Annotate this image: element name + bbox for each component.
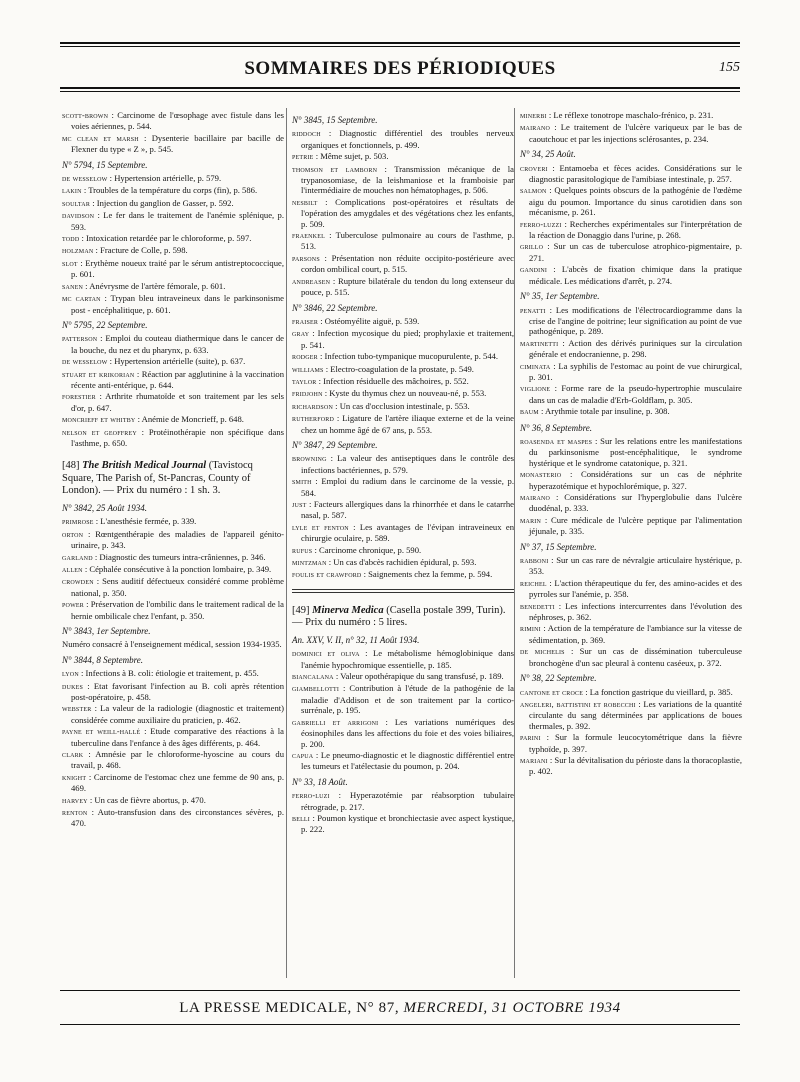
article-title: : Infection tubo-tympanique mucopurulente, p. 544. <box>317 351 499 362</box>
header-rule-top-thin <box>60 46 740 47</box>
article-title: : Le fer dans le traitement de l'anémie splénique, p. 593. <box>71 210 284 232</box>
article-entry <box>62 369 284 391</box>
article-author: taylor <box>292 376 317 386</box>
page-title: SOMMAIRES DES PÉRIODIQUES <box>244 58 556 79</box>
article-title: : Dysenterie bacillaire par bacille de Flexner du type « Z », p. 545. <box>71 132 284 155</box>
article-author: primrose <box>62 517 94 527</box>
article-author: rutherford <box>292 414 335 424</box>
article-title: : Le métabolisme hémoglobinique dans l'anémie hypochromique essentielle, p. 185. <box>301 648 514 670</box>
article-author: monasterio <box>520 470 562 480</box>
article-title: : Les infections intercurrentes dans l'évolution des néphroses, p. 362. <box>529 600 742 623</box>
issue-heading: N° 3843, 1er Septembre. <box>62 625 151 636</box>
article-entry <box>292 569 514 580</box>
article-author: todd <box>62 234 80 244</box>
article-entry <box>520 601 742 623</box>
article-entry <box>62 427 284 449</box>
article-entry <box>62 198 284 209</box>
article-entry <box>292 717 514 749</box>
article-author: martinetti <box>520 338 559 348</box>
article-author: rimini <box>520 624 541 634</box>
article-author: stuart et krikorian <box>62 369 135 379</box>
article-entry <box>292 557 514 568</box>
article-title: : Amnésie par le chloroforme-hyoscine au cours du travail, p. 468. <box>71 749 284 771</box>
article-entry <box>62 552 284 563</box>
article-title: : Hypertension artérielle, p. 579. <box>107 173 222 184</box>
article-author: de michelis <box>520 647 565 657</box>
article-entry <box>292 522 514 544</box>
article-title: : Considérations sur l'hyperglobulie dans l'ulcère duodénal, p. 333. <box>529 492 742 514</box>
issue-heading: N° 33, 18 Août. <box>292 776 348 787</box>
article-entry <box>292 499 514 521</box>
article-entry <box>292 388 514 399</box>
article-author: gabrielli et arrigoni <box>292 717 379 727</box>
article-title: : Saignements chez la femme, p. 594. <box>361 569 493 580</box>
article-author: cantone et croce <box>520 687 584 697</box>
article-entry <box>520 687 742 698</box>
journal-details: (Tavistocq Square, The Parish of, St-Pancras, County of London). — Prix du numéro : 1 sh. 3. <box>62 460 253 497</box>
article-entry <box>62 681 284 703</box>
article-entry <box>292 364 514 375</box>
article-entry <box>62 173 284 184</box>
article-title: : Sur un cas de tuberculose atrophico-pigmentaire, p. 271. <box>529 241 742 263</box>
article-entry <box>292 230 514 252</box>
article-entry <box>520 264 742 286</box>
article-entry <box>520 555 742 577</box>
article-title: : Sur un cas de dissémination tuberculeuse bronchogène d'un sac pleural à contenu caséeux, p. 372. <box>529 646 742 668</box>
section-divider <box>292 589 514 593</box>
article-title: : Recherches expérimentales sur l'interprétation de la réaction de Donaggio dans l'urine, p. 268. <box>529 218 742 241</box>
issue-heading: N° 5794, 15 Septembre. <box>62 159 148 170</box>
article-entry <box>292 276 514 298</box>
column-separator-2 <box>514 108 515 978</box>
article-author: payne et weill-hallé <box>62 727 141 737</box>
article-title: : Etat favorisant l'infection au B. coli après rétention post-opératoire, p. 458. <box>71 680 284 702</box>
article-entry <box>62 110 284 132</box>
article-entry <box>62 233 284 244</box>
article-author: richardson <box>292 401 334 411</box>
article-author: mairano <box>520 123 551 133</box>
article-title: : Les modifications de l'électrocardiogramme dans la crise de l'angine de poitrine; leur signification au point de vue pathogénique, p. 289. <box>529 304 742 337</box>
article-author: foulis et crawford <box>292 570 362 580</box>
article-title: : Les avantages de l'évipan intraveineux en chirurgie oculaire, p. 589. <box>301 521 514 544</box>
article-author: giambellotti <box>292 684 340 694</box>
article-entry <box>62 668 284 679</box>
article-entry <box>292 453 514 475</box>
article-title: : Ostéomyélite aiguë, p. 539. <box>318 315 420 326</box>
article-entry <box>292 413 514 435</box>
article-entry <box>62 210 284 232</box>
article-entry <box>292 545 514 556</box>
article-title: : Carcinome de l'estomac chez une femme de 90 ans, p. 469. <box>71 771 284 794</box>
article-title: : Transmission mécanique de la trypanosomiase, de la leishmaniose et la framboisie par l'intermédiaire de mouches non hématophages, p. 506. <box>301 163 514 196</box>
article-entry <box>292 683 514 715</box>
article-entry <box>520 338 742 360</box>
article-title: : Hypertension artérielle (suite), p. 637. <box>107 356 246 367</box>
article-author: crowden <box>62 577 94 587</box>
header-rule-bottom-thin <box>60 91 740 92</box>
column-2 <box>292 110 514 836</box>
journal-title: Minerva Medica <box>312 604 384 616</box>
article-entry <box>520 623 742 645</box>
article-title: : Hyperazotémie par réabsorption tubulaire rétrograde, p. 217. <box>301 790 514 812</box>
article-entry <box>62 281 284 292</box>
article-author: rodger <box>292 352 318 362</box>
article-author: baum <box>520 407 539 417</box>
article-entry <box>62 391 284 413</box>
article-author: holzman <box>62 246 94 256</box>
article-entry <box>292 351 514 362</box>
article-author: forestier <box>62 392 96 402</box>
article-title: : Sens auditif défectueux considéré comme problème national, p. 350. <box>71 576 284 598</box>
article-title: : L'action thérapeutique du fer, des amino-acides et des pyrroles sur l'anémie, p. 358. <box>529 577 742 600</box>
article-title: : Poumon kystique et bronchiectasie avec aspect kystique, p. 222. <box>301 812 514 835</box>
article-entry <box>292 376 514 387</box>
article-author: gray <box>292 329 310 339</box>
article-entry <box>292 316 514 327</box>
article-title: : Entamoeba et fèces acides. Considérations sur le diagnostic parasitologique de l'amibiase intestinale, p. 257. <box>529 162 742 185</box>
article-entry <box>520 469 742 491</box>
article-title: : Valeur opothérapique du sang transfusé, p. 189. <box>333 671 504 682</box>
article-entry <box>520 110 742 121</box>
article-author: harvey <box>62 795 88 805</box>
article-author: minerbi <box>520 111 547 120</box>
article-entry <box>520 241 742 263</box>
article-author: nelson et geoffrey <box>62 427 137 437</box>
article-title: : Le traitement de l'ulcère variqueux par le bas de caoutchouc et par les injections sclérosantes, p. 234. <box>529 122 742 144</box>
article-entry <box>62 516 284 527</box>
article-author: belli <box>292 813 310 823</box>
issue-heading: N° 3844, 8 Septembre. <box>62 654 144 665</box>
article-entry <box>62 333 284 355</box>
article-entry <box>62 576 284 598</box>
article-entry <box>520 305 742 337</box>
article-author: power <box>62 600 84 610</box>
article-title: : La syphilis de l'estomac au point de vue chirurgical, p. 301. <box>529 360 742 382</box>
issue-heading: N° 36, 8 Septembre. <box>520 422 593 433</box>
article-author: orton <box>62 529 84 539</box>
article-author: biancalana <box>292 672 334 682</box>
article-entry <box>292 790 514 812</box>
article-title: : Action des dérivés puriniques sur la circulation générale et endocranienne, p. 298. <box>529 337 742 360</box>
article-title: : Kyste du thymus chez un nouveau-né, p. 553. <box>322 388 487 399</box>
article-author: riddoch <box>292 129 321 139</box>
article-entry <box>292 813 514 835</box>
article-author: parsons <box>292 253 320 263</box>
article-title: : Forme rare de la pseudo-hypertrophie musculaire dans un cas de maladie d'Erb-Goldflam, p. 305. <box>529 383 742 405</box>
article-author: mintzman <box>292 558 327 568</box>
article-title: : Anémie de Moncrieff, p. 648. <box>135 414 244 425</box>
article-title: : La valeur de la radiologie (diagnostic et traitement) considérée comme auxiliaire du praticien, p. 462. <box>71 703 284 725</box>
article-entry <box>520 732 742 754</box>
article-title: : Considérations sur un cas de néphrite hyperazotémique et hypochlorémique, p. 327. <box>529 469 742 491</box>
article-title: : Troubles de la température du corps (fin), p. 586. <box>81 185 258 196</box>
article-title: : Infection mycosique du pied; prophylaxie et traitement, p. 541. <box>301 328 514 350</box>
article-title: : La valeur des antiseptiques dans le contrôle des infections bactériennes, p. 579. <box>301 453 514 475</box>
issue-heading: N° 37, 15 Septembre. <box>520 541 597 552</box>
issue-heading: N° 3847, 29 Septembre. <box>292 439 378 450</box>
article-entry <box>520 646 742 668</box>
article-title: : Arthrite rhumatoïde et son traitement par les sels d'or, p. 647. <box>71 391 284 413</box>
article-title: : Arythmie totale par insuline, p. 308. <box>538 406 670 417</box>
article-title: : Quelques points obscurs de la pathogénie de l'œdème aigu du poumon. Importance du sinus carotidien dans son mécanisme, p. 261. <box>529 185 742 218</box>
article-author: dominici et oliva <box>292 649 360 659</box>
article-author: penatti <box>520 305 546 315</box>
article-title: : Auto-transfusion dans des circonstances sévères, p. 470. <box>71 807 284 829</box>
article-author: de wesselow <box>62 174 108 184</box>
article-entry <box>520 406 742 417</box>
article-entry <box>292 750 514 772</box>
article-entry <box>520 185 742 217</box>
issue-heading: An. XXV, V. II, n° 32, 11 Août 1934. <box>292 634 420 645</box>
article-author: renton <box>62 808 88 818</box>
header-rule-bottom <box>60 87 740 89</box>
article-title: : Injection du ganglion de Gasser, p. 592. <box>90 197 234 208</box>
article-title: : Anévrysme de l'artère fémorale, p. 601. <box>83 280 226 291</box>
article-title: : Ligature de l'artère iliaque externe et de la veine chez un homme âgé de 67 ans, p. 553. <box>301 413 514 435</box>
article-author: mc cartan <box>62 294 101 304</box>
article-title: : Emploi du couteau diathermique dans le cancer de la bouche, du nez et du pharynx, p. 633. <box>71 333 284 355</box>
article-entry <box>292 253 514 275</box>
article-entry <box>520 122 742 144</box>
article-entry <box>520 699 742 731</box>
journal-heading <box>62 460 284 498</box>
article-author: browning <box>292 454 327 464</box>
article-author: sanen <box>62 281 84 291</box>
article-entry <box>292 476 514 498</box>
article-title: : Céphalée consécutive à la ponction lombaire, p. 349. <box>82 563 272 574</box>
article-title: : La fonction gastrique du vieillard, p. 385. <box>583 686 733 697</box>
article-author: knight <box>62 772 87 782</box>
article-title: : Etude comparative des réactions à la tuberculine dans l'enfance à des âges différents, p. 464. <box>71 726 284 748</box>
article-title: : Présentation non réduite occipito-postérieure avec cordon ombilical court, p. 515. <box>301 252 514 275</box>
article-title: : Un cas d'occlusion intestinale, p. 553. <box>333 400 470 411</box>
column-3 <box>520 110 742 778</box>
article-author: fraiser <box>292 316 319 326</box>
article-author: reichel <box>520 578 547 588</box>
article-entry <box>520 383 742 405</box>
article-author: nesbilt <box>292 197 318 207</box>
article-author: dukes <box>62 681 84 691</box>
footer-date: MERCREDI, 31 OCTOBRE 1934 <box>403 1000 621 1016</box>
article-entry <box>520 492 742 514</box>
article-author: viglione <box>520 384 551 394</box>
article-title: : Rupture bilatérale du tendon du long extenseur du pouce, p. 515. <box>301 275 514 298</box>
article-title: : Cure médicale de l'ulcère peptique par l'alimentation jéjunale, p. 335. <box>529 514 742 537</box>
article-entry <box>520 515 742 537</box>
issue-heading: N° 3842, 25 Août 1934. <box>62 502 147 513</box>
article-author: lyle et fenton <box>292 522 349 532</box>
article-entry <box>62 703 284 725</box>
article-author: ferro-luzzi <box>520 219 562 229</box>
article-entry <box>62 529 284 551</box>
article-title: : Même sujet, p. 503. <box>313 151 389 162</box>
article-title: : L'abcès de fixation chimique dans la pratique médicale. Les médications d'arrêt, p. 274. <box>529 264 742 286</box>
article-entry <box>520 578 742 600</box>
article-entry <box>520 436 742 468</box>
journal-number: [48] <box>62 460 83 472</box>
article-author: webster <box>62 704 92 714</box>
article-author: andreasen <box>292 276 331 286</box>
article-entry <box>292 401 514 412</box>
article-entry <box>62 564 284 575</box>
journal-title: The British Medical Journal <box>82 460 207 472</box>
article-title: : Tuberculose pulmonaire au cours de l'asthme, p. 513. <box>301 230 514 252</box>
article-author: benedetti <box>520 601 555 611</box>
article-title: : Diagnostic différentiel des troubles nerveux organiques et fonctionnels, p. 499. <box>301 128 514 150</box>
article-author: gandini <box>520 265 548 275</box>
issue-heading: N° 3846, 22 Septembre. <box>292 302 378 313</box>
article-author: grillo <box>520 242 544 252</box>
article-author: lyon <box>62 669 79 679</box>
article-title: : Protéinothérapie non spécifique dans l'asthme, p. 650. <box>71 426 284 448</box>
article-title: : Un cas de fièvre abortus, p. 470. <box>87 794 206 805</box>
footer-line <box>60 1000 740 1017</box>
article-author: williams <box>292 364 324 374</box>
article-author: soultar <box>62 198 91 208</box>
article-author: mc clean et marsh <box>62 133 139 143</box>
article-author: de wesselow <box>62 357 108 367</box>
article-title: : Action de la température de l'ambiance sur la vitesse de sédimentation, p. 369. <box>529 623 742 645</box>
article-title: : Sur un cas rare de névralgie articulaire hystérique, p. 353. <box>529 555 742 577</box>
issue-note: Numéro consacré à l'enseignement médical, session 1934-1935. <box>62 639 282 650</box>
issue-heading: N° 34, 25 Août. <box>520 149 576 160</box>
article-entry <box>292 164 514 196</box>
article-author: ferro-luzi <box>292 791 330 801</box>
article-author: just <box>292 500 307 509</box>
article-entry <box>62 185 284 196</box>
article-author: rufus <box>292 545 313 555</box>
article-title: : Sur la formule leucocytométrique dans la fièvre typhoïde, p. 397. <box>529 732 742 754</box>
article-entry <box>62 749 284 771</box>
article-entry <box>292 151 514 162</box>
footer-journal: LA PRESSE MEDICALE, N° 87, <box>179 1000 400 1016</box>
article-author: slot <box>62 258 78 268</box>
article-author: patterson <box>62 334 98 344</box>
article-title: : Contribution à l'étude de la pathogénie de la maladie d'Addison et de son traitement par la cortico-surrénale, p. 195. <box>301 683 514 716</box>
article-author: clark <box>62 750 84 759</box>
article-title: : Carcinome de l'œsophage avec fistule dans les voies aériennes, p. 544. <box>71 110 284 132</box>
article-entry <box>62 258 284 280</box>
article-entry <box>62 293 284 315</box>
article-author: davidson <box>62 211 95 221</box>
article-author: ciminata <box>520 361 551 371</box>
footer-rule-bottom <box>60 1024 740 1025</box>
article-author: mariani <box>520 755 548 765</box>
article-entry <box>520 219 742 241</box>
article-title: : Sur les relations entre les manifestations du parkinsonisme post-encéphalitique, le syndrome hystérique et le syndrome catatonique, p. 321. <box>529 435 742 468</box>
article-title: : Rœntgenthérapie des maladies de l'appareil génito-urinaire, p. 343. <box>71 528 284 551</box>
issue-heading: N° 38, 22 Septembre. <box>520 673 597 684</box>
issue-heading: N° 5795, 22 Septembre. <box>62 319 148 330</box>
article-title: : L'anesthésie fermée, p. 339. <box>93 516 197 527</box>
article-title: : Carcinome chronique, p. 590. <box>312 544 422 555</box>
article-entry <box>62 414 284 425</box>
article-author: thomson et lamborn <box>292 164 378 174</box>
article-entry <box>520 163 742 185</box>
article-author: parini <box>520 733 541 743</box>
article-author: lakin <box>62 186 82 196</box>
column-1 <box>62 110 284 830</box>
article-author: angeleri, battistini et robecchi <box>520 699 636 709</box>
article-entry <box>62 133 284 155</box>
issue-heading: N° 3845, 15 Septembre. <box>292 115 378 125</box>
article-title: : Trypan bleu intraveineux dans le parkinsonisme post - encéphalitique, p. 601. <box>71 293 284 315</box>
article-entry <box>292 648 514 670</box>
article-title: : Réaction par agglutinine à la vaccination récente anti-entérique, p. 644. <box>71 368 284 390</box>
article-author: fraenkel <box>292 231 325 241</box>
article-entry <box>62 795 284 806</box>
article-author: mairano <box>520 493 551 502</box>
article-entry <box>292 197 514 229</box>
article-entry <box>62 245 284 256</box>
journal-number: [49] <box>292 604 313 616</box>
article-author: salmon <box>520 186 547 196</box>
article-author: rabboni <box>520 556 549 566</box>
article-title: : Facteurs allergiques dans la rhinorrhée et dans le catarrhe nasal, p. 587. <box>301 499 514 521</box>
article-title: : Fracture de Colle, p. 598. <box>93 245 188 256</box>
article-author: smith <box>292 477 312 487</box>
article-title: : Intoxication retardée par le chloroforme, p. 597. <box>79 233 252 244</box>
article-title: : Sur la dévitalisation du périoste dans la thoracoplastie, p. 402. <box>529 754 743 777</box>
article-title: : Emploi du radium dans le carcinome de la vessie, p. 584. <box>301 476 514 498</box>
article-entry <box>292 328 514 350</box>
column-separator-1 <box>286 108 287 978</box>
article-title: : Electro-coagulation de la prostate, p. 549. <box>323 363 474 374</box>
article-title: : Diagnostic des tumeurs intra-crâniennes, p. 346. <box>92 551 266 562</box>
article-title: : Le réflexe tonotrope maschalo-frénico, p. 231. <box>546 110 714 120</box>
article-title: : Le pneumo-diagnostic et le diagnostic différentiel entre les tumeurs et l'atélectasie du poumon, p. 204. <box>301 749 514 772</box>
article-entry <box>62 772 284 794</box>
footer-rule-top <box>60 990 740 991</box>
article-title: : Les variations numériques des éosinophiles dans les affections du foie et des voies biliaires, p. 200. <box>301 716 514 749</box>
header-rule-top <box>60 42 740 44</box>
article-entry <box>62 356 284 367</box>
journal-details: (Casella postale 399, Turin). — Prix du numéro : 5 lires. <box>292 604 506 629</box>
page-number: 155 <box>719 60 740 75</box>
article-author: croveri <box>520 163 548 173</box>
journal-heading <box>292 605 514 630</box>
article-author: fridjohn <box>292 389 323 399</box>
article-entry <box>62 726 284 748</box>
article-title: : Préservation de l'ombilic dans le traitement radical de la hernie ombilicale chez l'enfant, p. 350. <box>71 599 284 621</box>
article-author: allen <box>62 564 83 574</box>
article-author: roasenda et maspes <box>520 436 593 446</box>
article-title: : Complications post-opératoires et résultats de l'opération des amygdales et des végétations chez les enfants, p. 509. <box>301 196 514 229</box>
article-title: : Les variations de la quantité circulante du sang déterminées par applications de boues thermales, p. 392. <box>529 698 742 731</box>
article-author: moncrieff et whitby <box>62 415 136 425</box>
article-entry <box>292 128 514 150</box>
article-entry <box>520 361 742 383</box>
article-title: : Infection résiduelle des mâchoires, p. 552. <box>316 375 469 386</box>
article-entry <box>62 599 284 621</box>
article-author: marin <box>520 515 542 525</box>
issue-heading: N° 35, 1er Septembre. <box>520 291 600 302</box>
article-entry <box>520 755 742 777</box>
article-entry <box>292 671 514 682</box>
article-entry <box>62 807 284 829</box>
article-author: petrie <box>292 152 314 162</box>
article-author: scott-brown <box>62 111 109 120</box>
article-title: : Infections à B. coli: étiologie et traitement, p. 455. <box>78 668 259 679</box>
article-author: garland <box>62 552 93 562</box>
article-title: : Erythème noueux traité par le sérum antistreptococcique, p. 601. <box>71 257 284 280</box>
article-title: : Un cas d'abcès rachidien épidural, p. 593. <box>326 557 477 568</box>
article-author: capua <box>292 750 314 760</box>
